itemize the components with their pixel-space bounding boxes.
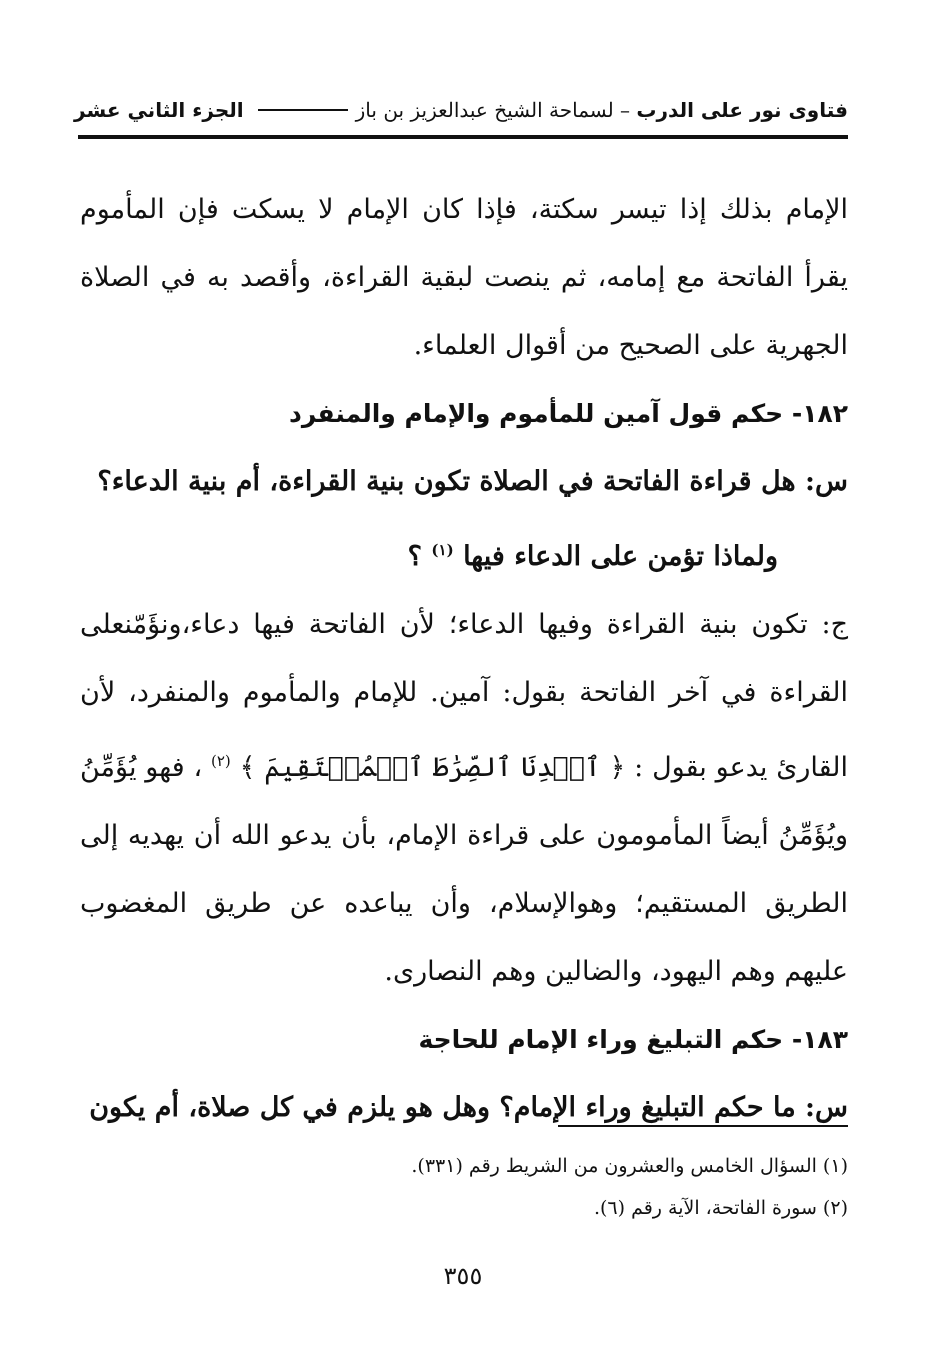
quran-ayah: ﴿ ٱهۡدِنَا ٱلصِّرَٰطَ ٱلۡمُسۡتَقِيمَ ﴾ xyxy=(239,752,626,783)
header-dash-line xyxy=(258,109,348,111)
header-volume-group xyxy=(74,98,356,122)
footnotes xyxy=(80,1145,848,1229)
question-182-line2-wrap xyxy=(80,516,848,591)
footnote-ref-2: (٢) xyxy=(211,752,231,770)
volume-label: الجزء الثاني عشر xyxy=(74,98,244,122)
footnote-rule xyxy=(558,1125,848,1127)
answer-182-part2: ، فهو يُؤَمِّنُ ويُؤَمِّنُ أيضاً المأمومون على قراءة الإمام، بأن يدعو الله أن يهديه إلى الطريق المستقيم؛ وهوالإسلام، وأن يباعده عن طريق المغضوب عليهم وهم اليهود، والضالين وهم النصارى. xyxy=(80,752,848,987)
header-title-group xyxy=(356,98,848,122)
answer-182-part1: ج: تكون بنية القراءة وفيها الدعاء؛ لأن الفاتحة فيها دعاء،ونؤَمّنعلى القراءة في آخر الفاتحة بقول: آمين. للإمام والمأموم والمنفرد، لأن القارئ يدعو بقول : xyxy=(80,609,848,783)
running-header xyxy=(74,90,848,130)
page-number: ٣٥٥ xyxy=(443,1262,483,1290)
author-name: – لسماحة الشيخ عبدالعزيز بن باز xyxy=(355,98,631,122)
footnote-ref-1: (١) xyxy=(431,541,454,559)
question-183: س: ما حكم التبليغ وراء الإمام؟ وهل هو يلزم في كل صلاة، أم يكون xyxy=(89,1092,848,1123)
fatwa-heading-183: ١٨٣- حكم التبليغ وراء الإمام للحاجة xyxy=(418,1025,848,1054)
footnote-2: (٢) سورة الفاتحة، الآية رقم (٦). xyxy=(593,1197,848,1219)
main-text xyxy=(80,176,848,1142)
question-182 xyxy=(80,448,848,591)
book-title: فتاوى نور على الدرب xyxy=(636,98,848,122)
answer-182 xyxy=(80,591,848,1006)
footnote-1: (١) السؤال الخامس والعشرون من الشريط رقم (٣٣١). xyxy=(411,1155,848,1177)
question-182-line2: ولماذا تؤمن على الدعاء فيها xyxy=(463,541,778,572)
paragraph-1: الإمام بذلك إذا تيسر سكتة، فإذا كان الإمام لا يسكت فإن المأموم يقرأ الفاتحة مع إمامه، ثم ينصت لبقية القراءة، وأقصد به في الصلاة الجهرية على الصحيح من أقوال العلماء. xyxy=(80,194,848,361)
question-182-line1: س: هل قراءة الفاتحة في الصلاة تكون بنية القراءة، أم بنية الدعاء؟ xyxy=(97,466,848,497)
question-182-end: ؟ xyxy=(407,541,422,572)
fatwa-heading-182: ١٨٢- حكم قول آمين للمأموم والإمام والمنفرد xyxy=(289,399,848,428)
header-rule xyxy=(78,135,848,139)
